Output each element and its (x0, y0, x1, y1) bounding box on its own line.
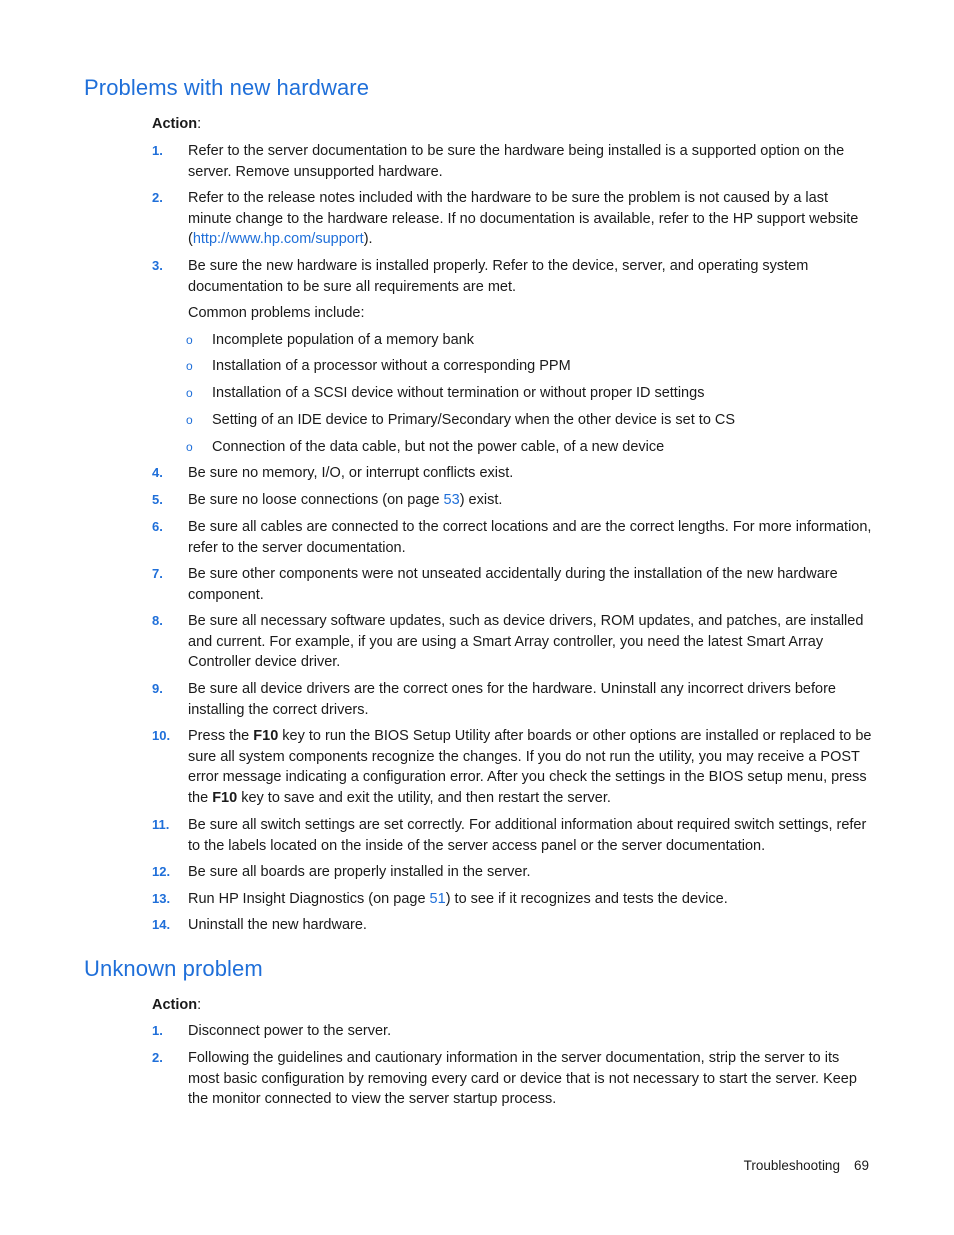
list-item-text: Refer to the release notes included with the hardware to be sure the problem is not caused by a last minute change to the hardware release. If no documentation is available, refer to the HP support website (http://www.hp.com/support). (188, 190, 859, 248)
list-number: 2. (152, 190, 163, 205)
list-item-text: Following the guidelines and cautionary information in the server documentation, strip the server to its most basic configuration by removing every card or device that is not necessary to start the server. Keep the monitor connected to view the server startup process. (188, 1050, 857, 1108)
list-item-text: Be sure all cables are connected to the correct locations and are the correct lengths. For more information, refer to the server documentation. (188, 519, 872, 556)
list-item (152, 1021, 872, 1042)
bullet-item (186, 356, 571, 376)
list-number: 7. (152, 566, 163, 581)
list-item (152, 188, 872, 250)
bullet-text: Installation of a SCSI device without termination or without proper ID settings (212, 385, 705, 401)
section-heading-problems-new-hardware: Problems with new hardware (84, 75, 370, 100)
list-item (152, 1048, 872, 1110)
bullet-marker: o (186, 413, 193, 427)
list-number: 3. (152, 258, 163, 273)
bullet-marker: o (186, 359, 193, 373)
list-number: 4. (152, 465, 163, 480)
list-number: 2. (152, 1050, 163, 1065)
list-item (152, 679, 872, 720)
list-item (152, 517, 872, 558)
footer-section-title: Troubleshooting (743, 1158, 840, 1173)
list-number: 9. (152, 681, 163, 696)
action-label: Action: (152, 116, 202, 132)
list-item (152, 564, 872, 605)
hp-support-link[interactable]: http://www.hp.com/support (192, 231, 364, 248)
list-item (152, 490, 872, 511)
list-item-text: Be sure no memory, I/O, or interrupt conflicts exist. (188, 465, 514, 481)
list-item-text: Be sure all switch settings are set correctly. For additional information about required switch settings, refer to the labels located on the inside of the server access panel or the server documentation. (188, 817, 867, 854)
list-item-text: Press the F10 key to run the BIOS Setup Utility after boards or other options are installed or replaced to be sure all system components recognize the changes. If you do not run the utility, you may receive a POST error message indicating a configuration error. After you check the settings in the BIOS setup menu, press the F10 key to save and exit the utility, and then restart the server. (188, 728, 872, 806)
list-item-text: Run HP Insight Diagnostics (on page 51) to see if it recognizes and tests the device. (188, 891, 728, 907)
page-number: 69 (853, 1158, 869, 1173)
page-footer (744, 1158, 869, 1173)
bullet-item (186, 437, 664, 457)
list-number: 11. (152, 817, 170, 832)
list-item-text: Be sure all boards are properly installed in the server. (188, 864, 531, 880)
list-number: 8. (152, 613, 163, 628)
list-item-text: Be sure no loose connections (on page 53) exist. (188, 492, 503, 508)
bullet-item (186, 330, 474, 350)
bullet-text: Installation of a processor without a corresponding PPM (212, 358, 571, 374)
bullet-marker: o (186, 333, 193, 347)
list-number: 1. (152, 1023, 163, 1038)
page-51-link[interactable]: 51 (429, 891, 446, 907)
bullet-marker: o (186, 440, 193, 454)
list-number: 10. (152, 728, 171, 743)
common-problems-intro: Common problems include: (188, 305, 365, 321)
list-item (152, 463, 872, 484)
list-number: 13. (152, 891, 171, 906)
list-number: 5. (152, 492, 163, 507)
section-heading-unknown-problem: Unknown problem (84, 956, 263, 981)
bullet-text: Setting of an IDE device to Primary/Secondary when the other device is set to CS (212, 412, 736, 428)
list-item (152, 889, 872, 910)
list-item-text: Be sure all device drivers are the correct ones for the hardware. Uninstall any incorrect drivers before installing the correct drivers. (188, 681, 836, 718)
list-number: 14. (152, 917, 171, 932)
list-item (152, 915, 872, 936)
list-item (152, 815, 872, 856)
list-item-text: Be sure the new hardware is installed properly. Refer to the device, server, and operating system documentation to be sure all requirements are met. (188, 258, 809, 295)
list-item (152, 611, 872, 673)
action-label: Action: (152, 997, 202, 1013)
list-item (152, 256, 872, 297)
bullet-item (186, 383, 704, 403)
page-53-link[interactable]: 53 (443, 492, 460, 508)
f10-key: F10 (212, 789, 238, 806)
f10-key: F10 (253, 728, 279, 744)
list-item-text: Disconnect power to the server. (188, 1023, 392, 1039)
list-number: 6. (152, 519, 163, 534)
list-item-text: Uninstall the new hardware. (188, 917, 367, 933)
list-number: 12. (152, 864, 171, 879)
list-item-text: Be sure other components were not unseated accidentally during the installation of the new hardware component. (188, 566, 838, 603)
list-item (152, 141, 872, 182)
bullet-item (186, 410, 735, 430)
bullet-text: Incomplete population of a memory bank (212, 332, 474, 348)
list-item (152, 726, 872, 808)
bullet-text: Connection of the data cable, but not the power cable, of a new device (212, 439, 665, 455)
list-item-text: Be sure all necessary software updates, such as device drivers, ROM updates, and patches, are installed and current. For example, if you are using a Smart Array controller, you need the latest Smart Array Controller device driver. (188, 613, 864, 671)
list-item-text: Refer to the server documentation to be sure the hardware being installed is a supported option on the server. Remove unsupported hardware. (188, 143, 845, 180)
list-item (152, 862, 872, 883)
bullet-marker: o (186, 386, 193, 400)
list-number: 1. (152, 143, 163, 158)
